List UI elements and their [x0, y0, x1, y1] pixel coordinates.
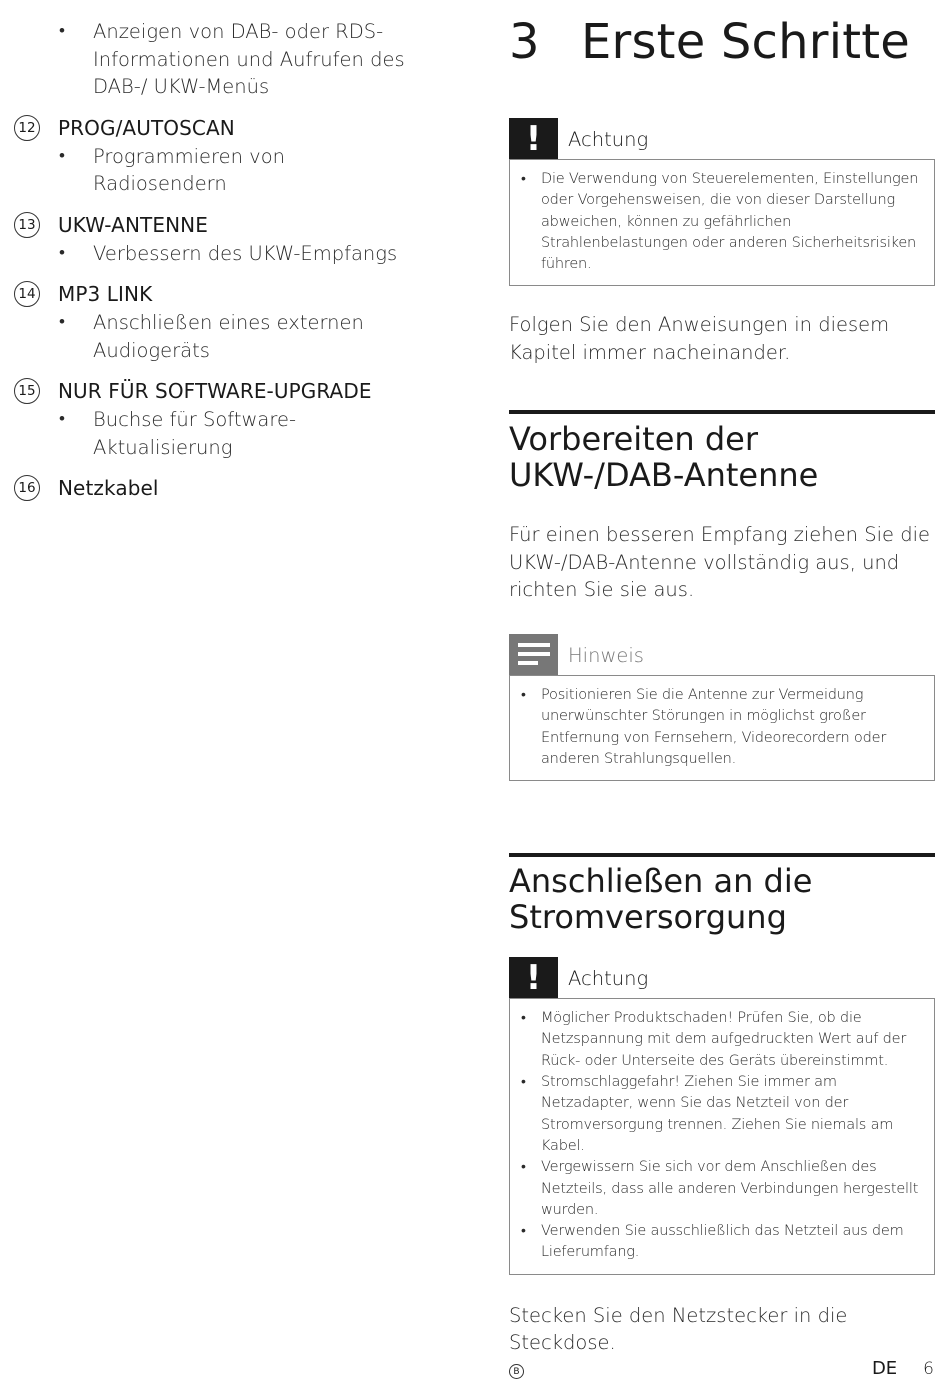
- section-rule: [509, 410, 935, 414]
- language-code: DE: [871, 1358, 898, 1379]
- control-item-header: [14, 473, 454, 503]
- notice-bullet: • Stromschlaggefahr! Ziehen Sie immer am Netzadapter, wenn Sie das Netzteil von der Stromversorgung trennen. Ziehen Sie niemals am Kabel.: [520, 1072, 922, 1157]
- intro-paragraph: Folgen Sie den Anweisungen in diesem Kapitel immer nacheinander.: [509, 313, 890, 364]
- item-title: PROG/AUTOSCAN: [58, 115, 235, 140]
- item-title: UKW-ANTENNE: [58, 212, 208, 237]
- item-number-badge: 12: [14, 115, 40, 141]
- notice-box: [509, 998, 935, 1275]
- item-number-badge: 15: [14, 378, 40, 404]
- control-item: [14, 279, 454, 364]
- control-item-header: [14, 210, 454, 240]
- item-number-badge: 14: [14, 281, 40, 307]
- notice-label: Achtung: [568, 128, 649, 151]
- item-title: MP3 LINK: [58, 282, 153, 306]
- notice-box: [509, 159, 935, 286]
- notice-header: [509, 957, 935, 998]
- figure-ref-badge: B: [509, 1364, 524, 1379]
- control-item: [14, 473, 454, 503]
- section-paragraph: Stecken Sie den Netzstecker in die Steckdose.: [509, 1303, 848, 1355]
- notice-header: [509, 634, 935, 675]
- control-item-header: [14, 279, 454, 309]
- notice-bullet: • Verwenden Sie ausschließlich das Netzteil aus dem Lieferumfang.: [520, 1221, 922, 1264]
- item-bullet: • Anschließen eines externen Audiogeräts: [14, 309, 454, 364]
- item-bullet: • Buchse für Software-Aktualisierung: [14, 406, 454, 461]
- intro-bullet-list: [14, 18, 454, 101]
- item-number-badge: 16: [14, 475, 40, 501]
- item-bullet: • Verbessern des UKW-Empfangs: [14, 240, 454, 268]
- notice-header: [509, 118, 935, 159]
- notice-bullet: • Die Verwendung von Steuerelementen, Einstellungen oder Vorgehensweisen, die von dieser Darstellung abweichen, können zu gefährlichen Strahlenbelastungen oder anderen Sicherheitsrisiken führen.: [520, 169, 922, 275]
- control-item: [14, 113, 454, 198]
- intro-bullet: • Anzeigen von DAB- oder RDS-Informationen und Aufrufen des DAB-/ UKW-Menüs: [14, 18, 454, 101]
- notice-label: Achtung: [568, 967, 649, 991]
- item-number-badge: 13: [14, 212, 40, 238]
- item-bullet: • Programmieren von Radiosendern: [14, 143, 454, 198]
- caution-notice: [509, 957, 935, 1275]
- section-antenna: [509, 410, 935, 781]
- right-column: [509, 14, 935, 1379]
- control-item: [14, 210, 454, 268]
- control-item-header: [14, 376, 454, 406]
- section-paragraph: Für einen besseren Empfang ziehen Sie die UKW-/DAB-Antenne vollständig aus, und richten Sie sie aus.: [509, 523, 931, 602]
- note-notice: [509, 634, 935, 781]
- exclamation-icon: !: [509, 118, 558, 159]
- section-rule: [509, 853, 935, 857]
- section-power: [509, 853, 935, 1379]
- section-title: Vorbereiten der UKW-/DAB-Antenne: [509, 420, 819, 495]
- exclamation-icon: !: [509, 957, 558, 998]
- notice-bullet: • Positionieren Sie die Antenne zur Vermeidung unerwünschter Störungen in möglichst großer Entfernung von Fernsehern, Videorecordern oder anderen Strahlungsquellen.: [520, 685, 922, 770]
- caution-notice: [509, 118, 935, 286]
- item-title: Netzkabel: [58, 476, 159, 500]
- notice-bullet: • Vergewissern Sie sich vor dem Anschließen des Netzteils, dass alle anderen Verbindungen hergestellt wurden.: [520, 1157, 922, 1221]
- control-item-header: [14, 113, 454, 143]
- page-footer: [872, 1358, 934, 1379]
- left-column: [14, 18, 454, 503]
- control-items-list: [14, 113, 454, 504]
- section-title: Anschließen an die Stromversorgung: [509, 862, 813, 937]
- item-title: NUR FÜR SOFTWARE-UPGRADE: [58, 379, 372, 403]
- control-item: [14, 376, 454, 461]
- chapter-number: 3: [509, 14, 540, 70]
- page-number: 6: [923, 1359, 934, 1379]
- notice-bullet: • Möglicher Produktschaden! Prüfen Sie, ob die Netzspannung mit dem aufgedruckten Wert auf der Rück- oder Unterseite des Geräts übereinstimmt.: [520, 1008, 922, 1072]
- notice-label: Hinweis: [568, 643, 644, 667]
- notice-box: [509, 675, 935, 781]
- chapter-title: Erste Schritte: [581, 14, 911, 70]
- chapter-heading: [509, 14, 935, 82]
- note-lines-icon: [509, 634, 558, 675]
